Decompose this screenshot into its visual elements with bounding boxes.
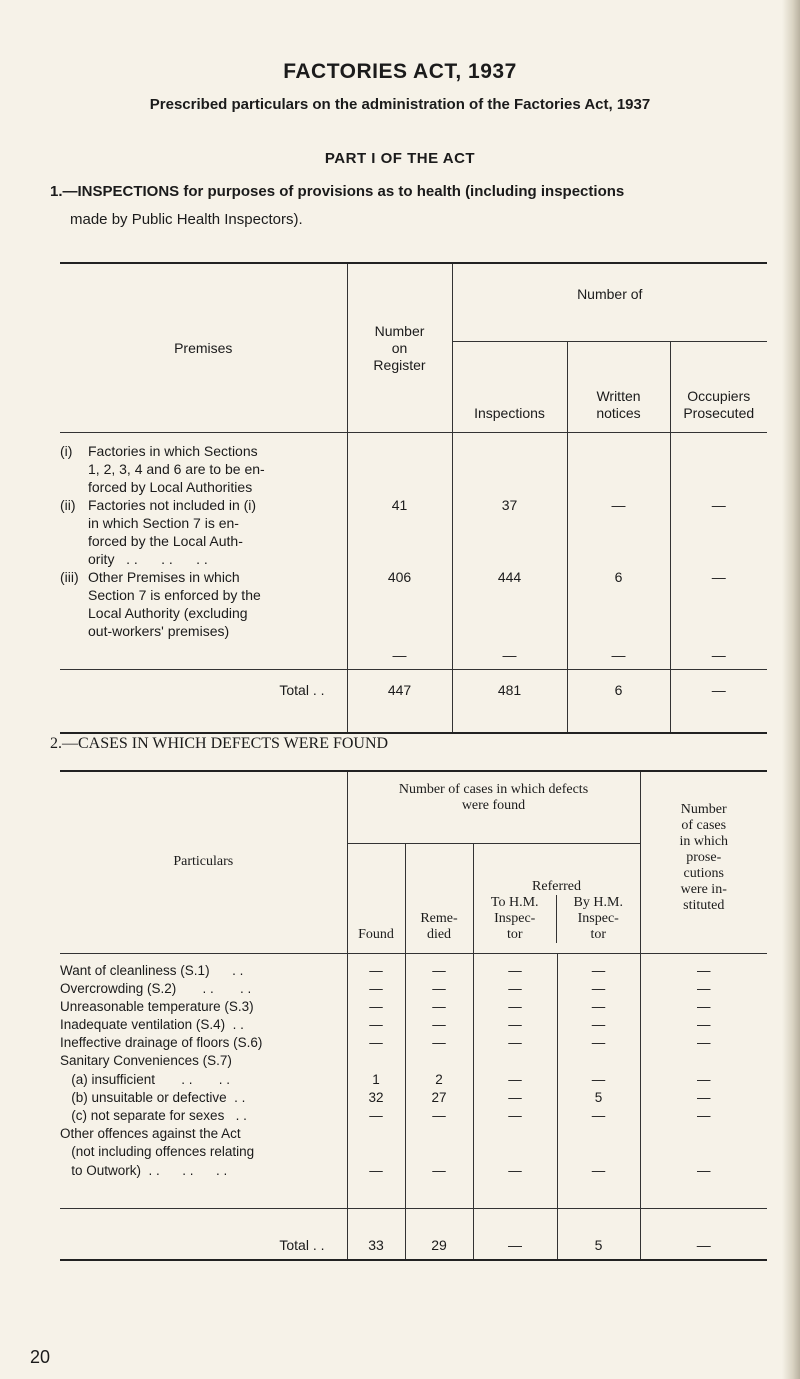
col-occupiers-line2: Prosecuted	[683, 405, 755, 421]
document-title: FACTORIES ACT, 1937	[283, 60, 517, 83]
prosecution-value: —	[697, 1071, 711, 1087]
premises-line: 1, 2, 3, 4 and 6 are to be en-	[88, 461, 265, 477]
found-value: —	[369, 1035, 383, 1051]
col-pros-line: stituted	[683, 898, 725, 913]
col-to-hm-line1: To H.M.	[490, 894, 539, 910]
defects-total-found: 33	[347, 1208, 405, 1260]
to-hm-value: —	[508, 1017, 522, 1033]
prosecuted-value: —	[711, 647, 726, 663]
prosecution-value: —	[697, 1017, 711, 1033]
by-hm-value: —	[591, 980, 606, 996]
section2-heading: 2.—CASES IN WHICH DEFECTS WERE FOUND	[50, 735, 389, 752]
written-values	[567, 433, 670, 670]
particular-row: (b) unsuitable or defective . .	[60, 1089, 246, 1105]
remedied-value	[406, 1052, 473, 1070]
found-value: —	[369, 998, 383, 1014]
prosecuted-values	[670, 433, 767, 670]
register-value: 406	[387, 569, 412, 585]
remedied-value: —	[432, 980, 446, 996]
to-hm-value	[474, 1052, 557, 1070]
remedied-value: 2	[435, 1071, 443, 1087]
col-occupiers-prosecuted	[670, 342, 767, 433]
particular-row: (not including offences relating	[60, 1144, 255, 1160]
found-value: —	[369, 1017, 383, 1033]
found-value: —	[369, 962, 383, 978]
to-hm-value: —	[508, 1162, 522, 1178]
col-register-line3: Register	[373, 356, 426, 373]
found-values	[347, 953, 405, 1208]
by-hm-values	[557, 953, 640, 1208]
premises-item-i	[60, 442, 347, 496]
premises-item-iii	[60, 568, 347, 640]
col-written-line1: Written	[596, 388, 641, 404]
to-hm-value: —	[508, 1071, 522, 1087]
premises-item-ii	[60, 496, 347, 568]
col-pros-line: prose-	[686, 850, 722, 865]
remedied-value	[406, 1143, 473, 1161]
written-value: 6	[614, 569, 623, 585]
col-to-hm-line3: tor	[506, 926, 523, 942]
inspections-value: 37	[501, 497, 518, 513]
page-number: 20	[30, 1347, 51, 1367]
remedied-value: —	[432, 1017, 446, 1033]
prosecution-values	[640, 953, 767, 1208]
found-value	[348, 1052, 405, 1070]
remedied-value	[406, 1125, 473, 1143]
to-hm-value: —	[508, 962, 522, 978]
col-pros-line: in which	[679, 834, 729, 849]
remedied-value: —	[432, 962, 446, 978]
col-pros-line: cutions	[683, 866, 724, 881]
col-by-hm-line2: Inspec-	[577, 910, 619, 926]
prosecution-value: —	[697, 1162, 711, 1178]
inspections-table	[60, 262, 767, 734]
found-value: —	[369, 980, 383, 996]
found-value: 32	[368, 1089, 384, 1105]
written-value: —	[611, 497, 626, 513]
col-written-line2: notices	[596, 405, 641, 421]
inspections-value: —	[502, 647, 517, 663]
premises-line: out-workers' premises)	[88, 623, 230, 639]
particular-row: to Outwork) . . . . . .	[60, 1162, 228, 1178]
premises-line: Section 7 is enforced by the	[88, 587, 261, 603]
premises-line: ority . . . . . .	[88, 551, 208, 567]
premises-num: (i)	[60, 443, 73, 459]
col-by-hm-line3: tor	[590, 926, 607, 942]
found-value	[348, 1125, 405, 1143]
by-hm-value: —	[591, 1071, 606, 1087]
prosecution-value: —	[697, 1035, 711, 1051]
defects-table	[60, 770, 767, 1261]
to-hm-value	[474, 1143, 557, 1161]
by-hm-value: —	[591, 1162, 606, 1178]
register-value: 41	[391, 497, 408, 513]
premises-line: Other Premises in which	[88, 569, 240, 585]
defects-total-by-hm: 5	[557, 1208, 640, 1260]
col-number-of: Number of	[452, 263, 767, 342]
section1-heading	[50, 178, 780, 234]
col-prosecutions	[640, 771, 767, 953]
remedied-value: —	[432, 998, 446, 1014]
by-hm-value: —	[591, 962, 606, 978]
written-value: —	[611, 647, 626, 663]
premises-line: forced by the Local Auth-	[88, 533, 243, 549]
remedied-value: —	[432, 1108, 446, 1123]
col-remedied-line1: Reme-	[420, 910, 458, 926]
prosecution-value	[641, 1052, 768, 1070]
part-title: PART I OF THE ACT	[324, 150, 476, 167]
col-written-notices	[567, 342, 670, 433]
premises-list	[60, 433, 347, 670]
section1-heading-line2: made by Public Health Inspectors).	[70, 211, 303, 228]
col-particulars: Particulars	[60, 771, 347, 953]
register-value: —	[392, 647, 407, 663]
to-hm-values	[473, 953, 557, 1208]
col-to-hm	[474, 895, 557, 943]
by-hm-value: —	[591, 998, 606, 1014]
premises-line: forced by Local Authorities	[88, 479, 253, 495]
particular-row: Want of cleanliness (S.1) . .	[60, 962, 244, 978]
remedied-value: 27	[431, 1089, 447, 1105]
prosecuted-value: —	[711, 569, 726, 585]
remedied-values	[405, 953, 473, 1208]
section1-heading-line1: 1.—INSPECTIONS for purposes of provisions as to health (including inspections	[50, 183, 625, 200]
to-hm-value: —	[508, 980, 522, 996]
col-remedied	[405, 843, 473, 953]
premises-num: (ii)	[60, 497, 76, 513]
premises-line: Factories not included in (i)	[88, 497, 257, 513]
to-hm-value: —	[508, 998, 522, 1014]
inspections-values	[452, 433, 567, 670]
col-cases-line1: Number of cases in which defects	[398, 782, 589, 797]
found-value	[348, 1143, 405, 1161]
by-hm-value	[558, 1143, 640, 1161]
total-written: 6	[567, 670, 670, 734]
register-values	[347, 433, 452, 670]
particular-row: Ineffective drainage of floors (S.6)	[60, 1035, 263, 1051]
particular-row: Other offences against the Act	[60, 1126, 241, 1142]
page-edge-shadow	[782, 0, 800, 1379]
document-subtitle: Prescribed particulars on the administration of the Factories Act, 1937	[149, 96, 651, 113]
defects-total-remedied: 29	[405, 1208, 473, 1260]
prosecuted-value: —	[711, 497, 726, 513]
col-to-hm-line2: Inspec-	[494, 910, 536, 926]
to-hm-value: —	[508, 1089, 522, 1105]
defects-total-row	[60, 1208, 767, 1260]
inspections-value: 444	[497, 569, 522, 585]
col-pros-line: of cases	[681, 818, 727, 833]
total-register: 447	[347, 670, 452, 734]
col-inspections: Inspections	[452, 342, 567, 433]
col-referred	[473, 843, 640, 953]
col-remedied-line2: died	[426, 926, 452, 942]
by-hm-value: —	[591, 1017, 606, 1033]
prosecution-value: —	[697, 1108, 711, 1123]
col-by-hm-line1: By H.M.	[573, 894, 623, 910]
premises-line: Local Authority (excluding	[88, 605, 248, 621]
col-pros-line: Number	[680, 802, 727, 817]
defects-total-to-hm: —	[473, 1208, 557, 1260]
found-value: —	[369, 1162, 383, 1178]
prosecution-value	[641, 1143, 768, 1161]
found-value: 1	[372, 1071, 380, 1087]
found-value: —	[369, 1108, 383, 1123]
particulars-list	[60, 953, 347, 1208]
particular-row: Sanitary Conveniences (S.7)	[60, 1053, 232, 1069]
particular-row: (a) insufficient . . . .	[60, 1071, 231, 1087]
to-hm-value: —	[508, 1035, 522, 1051]
premises-num: (iii)	[60, 569, 79, 585]
premises-line: in which Section 7 is en-	[88, 515, 239, 531]
col-register-line2: on	[391, 339, 408, 356]
premises-line: Factories in which Sections	[88, 443, 258, 459]
total-row	[60, 670, 767, 734]
prosecution-value: —	[697, 1089, 711, 1105]
total-inspections: 481	[452, 670, 567, 734]
particular-row: Overcrowding (S.2) . . . .	[60, 980, 252, 996]
col-cases-found	[347, 771, 640, 843]
prosecution-value: —	[697, 962, 711, 978]
col-premises: Premises	[60, 263, 347, 433]
col-number-on-register	[347, 263, 452, 433]
prosecution-value: —	[697, 980, 711, 996]
remedied-value: —	[432, 1162, 446, 1178]
to-hm-value: —	[508, 1108, 522, 1123]
defects-total-label: Total . .	[60, 1208, 347, 1260]
defects-total-prosecutions: —	[640, 1208, 767, 1260]
total-prosecuted: —	[670, 670, 767, 734]
col-cases-line2: were found	[461, 798, 526, 813]
total-label: Total . .	[60, 670, 347, 734]
col-register-line1: Number	[374, 322, 425, 339]
col-by-hm	[556, 895, 640, 943]
particular-row: Inadequate ventilation (S.4) . .	[60, 1017, 244, 1033]
particular-row: (c) not separate for sexes . .	[60, 1108, 247, 1123]
by-hm-value	[558, 1125, 640, 1143]
col-occupiers-line1: Occupiers	[687, 388, 751, 404]
by-hm-value: —	[591, 1108, 606, 1123]
prosecution-value: —	[697, 998, 711, 1014]
col-found: Found	[347, 843, 405, 953]
col-pros-line: were in-	[680, 882, 727, 897]
col-referred-label: Referred	[532, 878, 581, 894]
to-hm-value	[474, 1125, 557, 1143]
by-hm-value: 5	[594, 1089, 603, 1105]
by-hm-value	[558, 1052, 640, 1070]
particular-row: Unreasonable temperature (S.3)	[60, 998, 254, 1014]
by-hm-value: —	[591, 1035, 606, 1051]
prosecution-value	[641, 1125, 768, 1143]
remedied-value: —	[432, 1035, 446, 1051]
